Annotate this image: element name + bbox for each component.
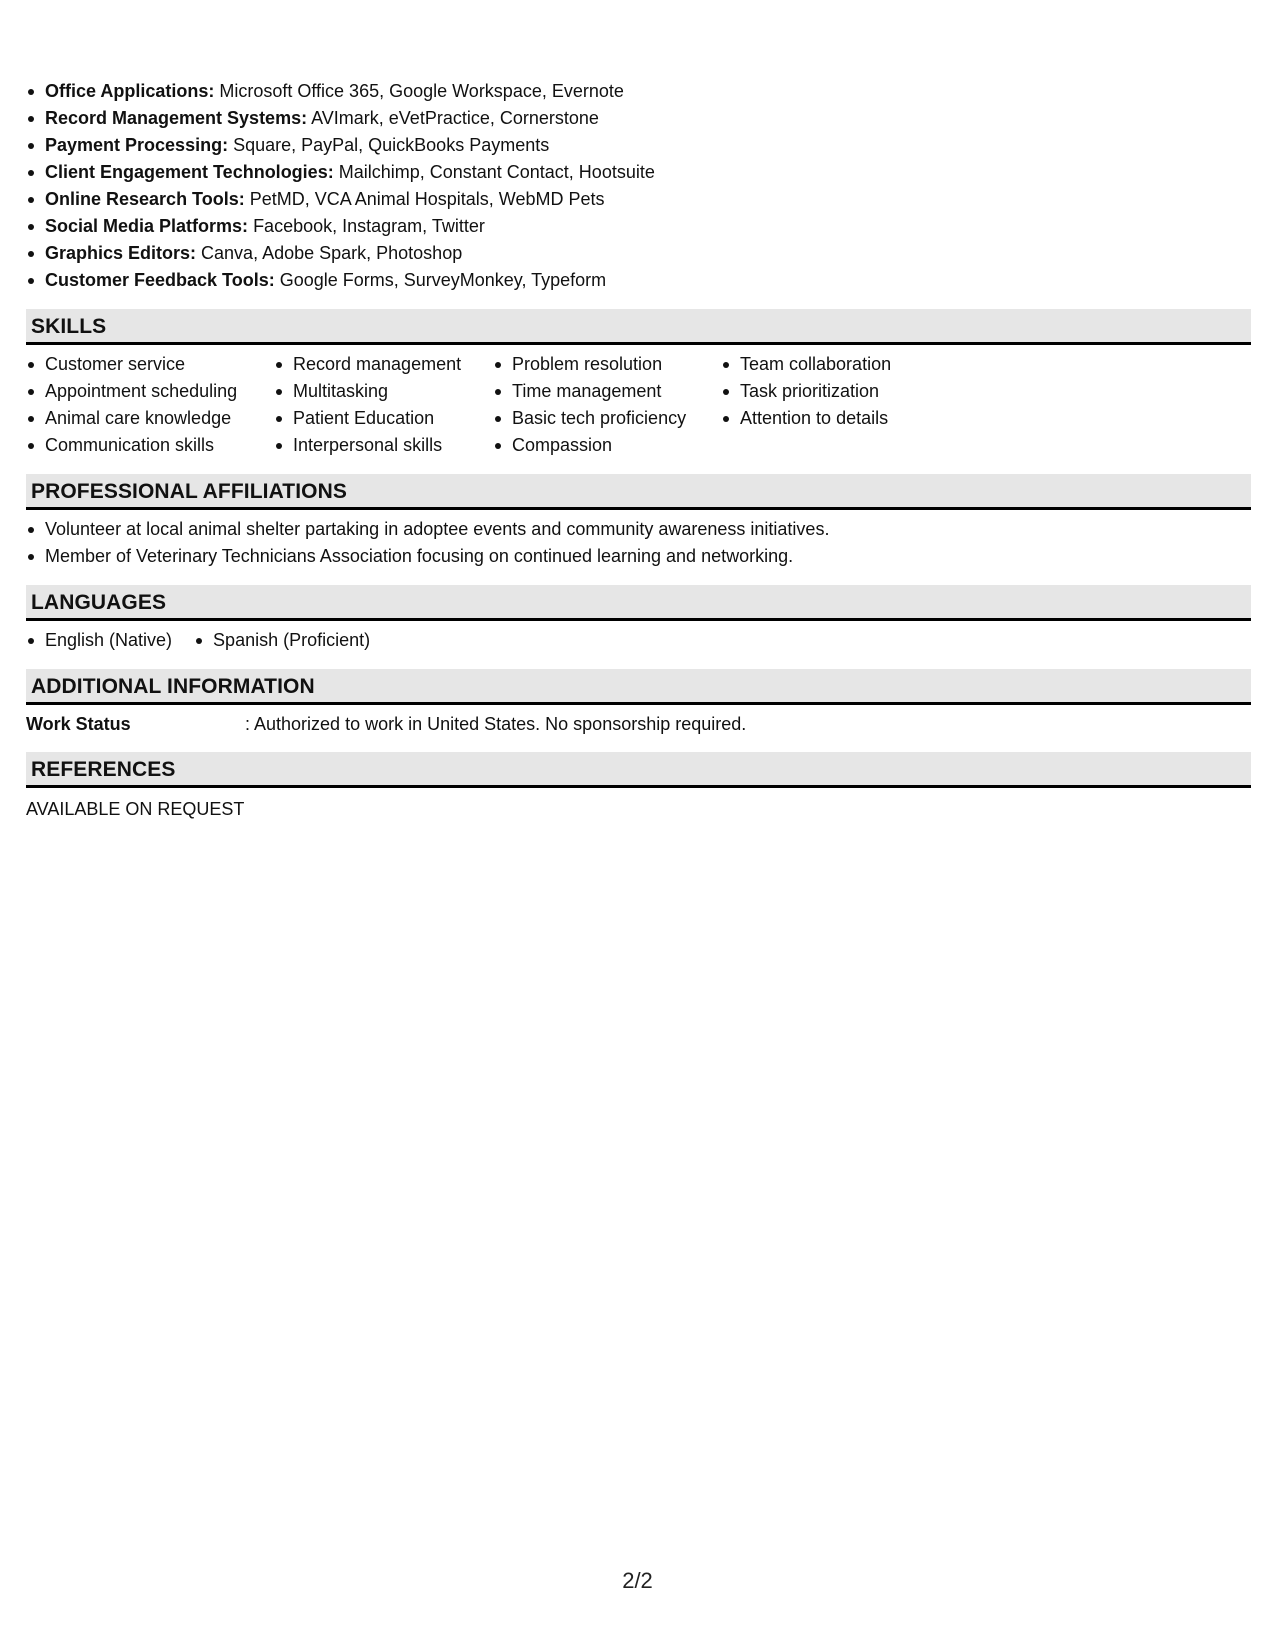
languages-section [26,621,1251,654]
page-number: 2/2 [622,1568,653,1593]
tools-list [26,78,1251,294]
tool-value: Canva, Adobe Spark, Photoshop [196,243,463,263]
skill-item: Time management [493,378,721,405]
affiliations-heading: PROFESSIONAL AFFILIATIONS [26,474,1251,510]
tool-label: Customer Feedback Tools: [45,270,275,290]
tool-value: AVImark, eVetPractice, Cornerstone [307,108,599,128]
tool-value: Mailchimp, Constant Contact, Hootsuite [333,162,655,182]
work-status-value: : Authorized to work in United States. No sponsorship required. [245,714,747,734]
affiliations-section [26,510,1251,570]
skills-column [26,351,274,459]
list-item [26,267,1251,294]
tool-value: Facebook, Instagram, Twitter [248,216,485,236]
skills-section [26,345,1251,459]
list-item [26,240,1251,267]
work-status-label: Work Status [26,714,131,734]
languages-list [26,627,1251,654]
skill-item: Task prioritization [721,378,941,405]
skills-column [274,351,493,459]
skill-item: Problem resolution [493,351,721,378]
languages-heading: LANGUAGES [26,585,1251,621]
skill-item: Team collaboration [721,351,941,378]
affiliations-list [26,516,1251,570]
list-item [26,213,1251,240]
skill-item: Appointment scheduling [26,378,274,405]
references-heading: REFERENCES [26,752,1251,788]
list-item [26,105,1251,132]
tool-value: Google Forms, SurveyMonkey, Typeform [274,270,607,290]
tool-label: Office Applications: [45,81,215,101]
skill-item: Attention to details [721,405,941,432]
tool-value: PetMD, VCA Animal Hospitals, WebMD Pets [244,189,605,209]
tool-label: Social Media Platforms: [45,216,249,236]
skill-item: Customer service [26,351,274,378]
affiliation-item: Volunteer at local animal shelter partaking in adoptee events and community awareness initiatives. [26,516,1251,543]
tool-value: Square, PayPal, QuickBooks Payments [228,135,550,155]
skill-item: Interpersonal skills [274,432,493,459]
skill-item: Multitasking [274,378,493,405]
skill-item: Record management [274,351,493,378]
tool-label: Graphics Editors: [45,243,197,263]
work-status-row [26,711,1251,737]
additional-info-section [26,705,1251,737]
list-item [26,78,1251,105]
skill-item: Animal care knowledge [26,405,274,432]
skill-item: Compassion [493,432,721,459]
list-item [26,132,1251,159]
skill-item: Communication skills [26,432,274,459]
list-item [26,159,1251,186]
tool-label: Payment Processing: [45,135,229,155]
language-item: English (Native) [26,627,172,654]
skill-item: Basic tech proficiency [493,405,721,432]
skills-heading: SKILLS [26,309,1251,345]
skills-grid [26,351,1251,459]
skill-item: Patient Education [274,405,493,432]
skills-column [721,351,941,459]
language-item: Spanish (Proficient) [194,627,370,654]
tool-label: Client Engagement Technologies: [45,162,334,182]
affiliation-item: Member of Veterinary Technicians Association focusing on continued learning and networking. [26,543,1251,570]
tool-label: Record Management Systems: [45,108,308,128]
list-item [26,186,1251,213]
additional-info-heading: ADDITIONAL INFORMATION [26,669,1251,705]
tool-value: Microsoft Office 365, Google Workspace, Evernote [214,81,624,101]
references-text: AVAILABLE ON REQUEST [26,799,245,819]
tool-label: Online Research Tools: [45,189,245,209]
resume-page [26,78,1251,822]
skills-column [493,351,721,459]
